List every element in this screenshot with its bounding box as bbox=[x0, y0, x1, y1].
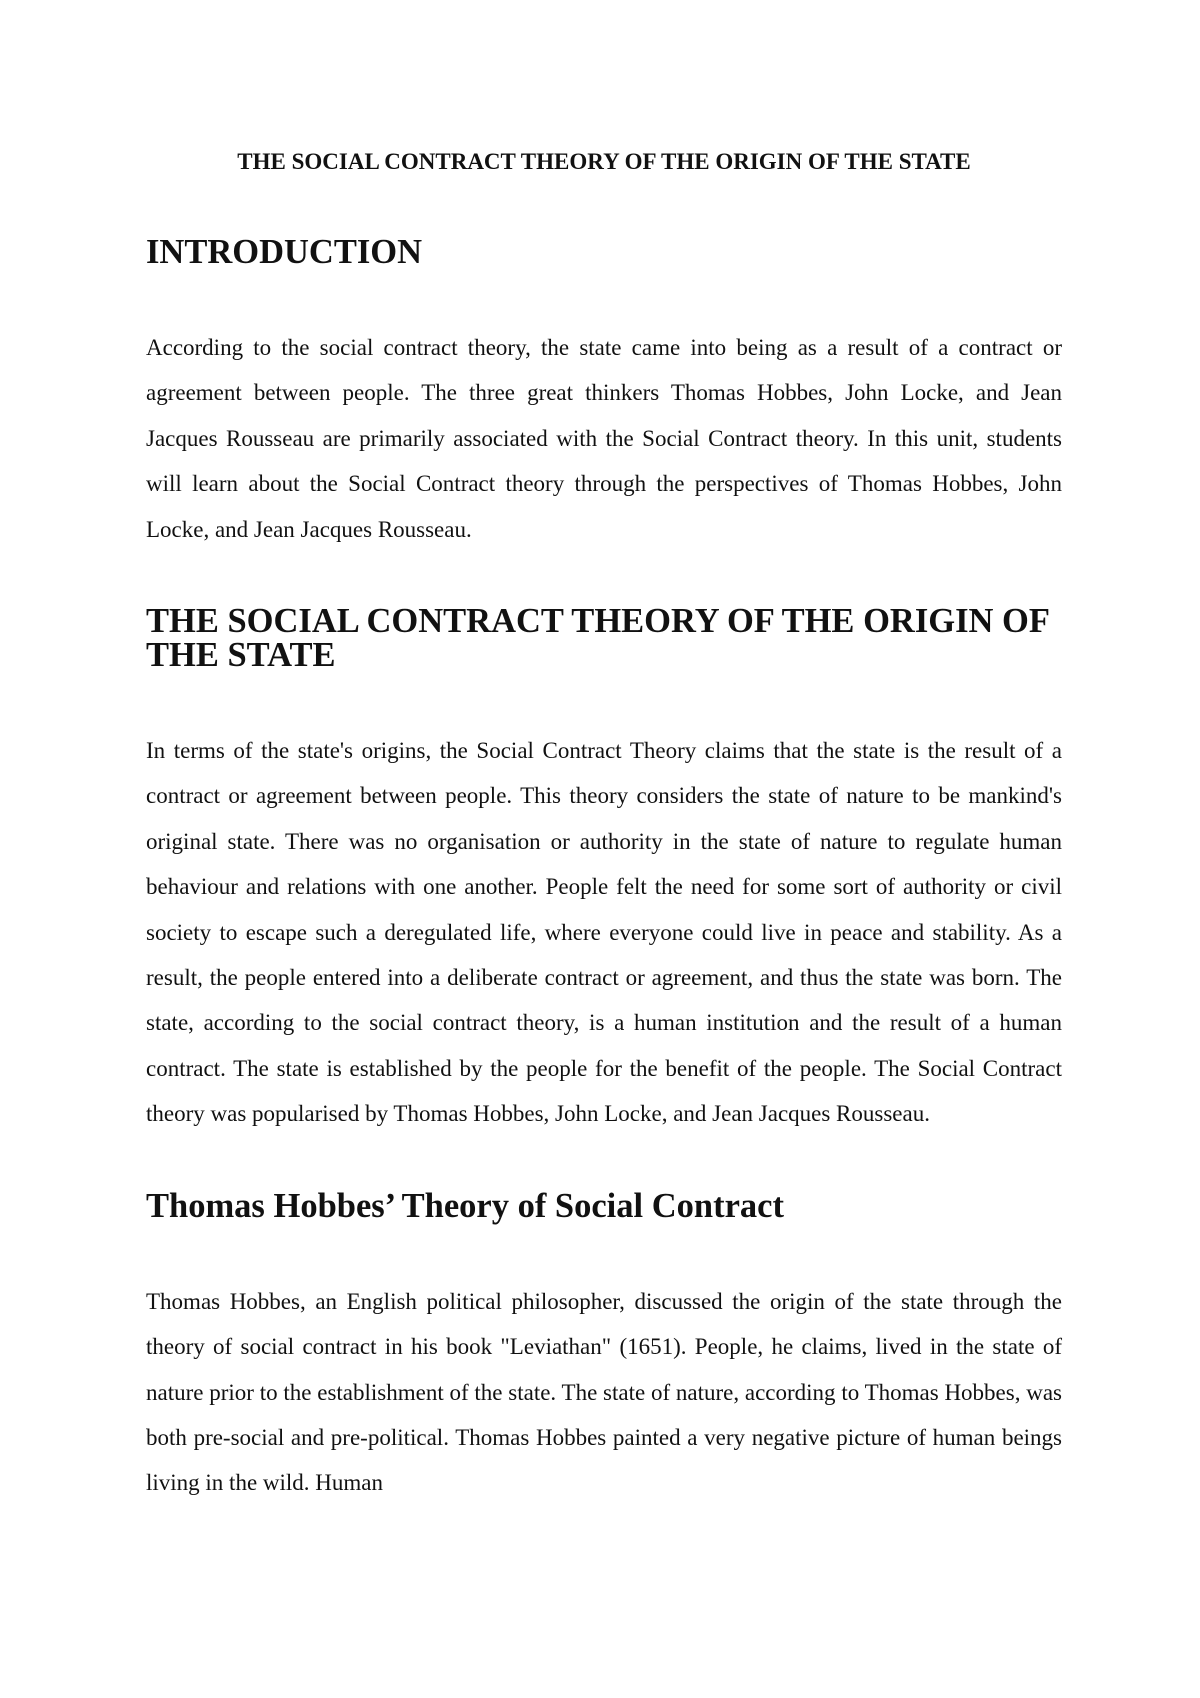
hobbes-paragraph: Thomas Hobbes, an English political philosopher, discussed the origin of the state through the theory of social contract in his book "Leviathan" (1651). People, he claims, lived in the state of nature prior to the establishment of the state. The state of nature, according to Thomas Hobbes, was both pre-social and pre-political. Thomas Hobbes painted a very negative picture of human beings living in the wild. Human bbox=[146, 1288, 1062, 1496]
social-contract-paragraph: In terms of the state's origins, the Social Contract Theory claims that the state is the result of a contract or agreement between people. This theory considers the state of nature to be mankind's original state. There was no organisation or authority in the state of nature to regulate human behaviour and relations with one another. People felt the need for some sort of authority or civil society to escape such a deregulated life, where everyone could live in peace and stability. As a result, the people entered into a deliberate contract or agreement, and thus the state was born. The state, according to the social contract theory, is a human institution and the result of a human contract. The state is established by the people for the benefit of the people. The Social Contract theory was popularised by Thomas Hobbes, John Locke, and Jean Jacques Rousseau. bbox=[146, 738, 1062, 1127]
section-heading-hobbes: Thomas Hobbes’ Theory of Social Contract bbox=[146, 1186, 784, 1225]
section-heading-social-contract: THE SOCIAL CONTRACT THEORY OF THE ORIGIN OF THE STATE bbox=[146, 602, 1049, 675]
document-body bbox=[146, 145, 1062, 1506]
section-heading-introduction: INTRODUCTION bbox=[146, 233, 423, 271]
page-title: THE SOCIAL CONTRACT THEORY OF THE ORIGIN OF THE STATE bbox=[237, 149, 971, 174]
introduction-paragraph: According to the social contract theory, the state came into being as a result of a contract or agreement between people. The three great thinkers Thomas Hobbes, John Locke, and Jean Jacques Rousseau are primarily associated with the Social Contract theory. In this unit, students will learn about the Social Contract theory through the perspectives of Thomas Hobbes, John Locke, and Jean Jacques Rousseau. bbox=[146, 335, 1062, 542]
